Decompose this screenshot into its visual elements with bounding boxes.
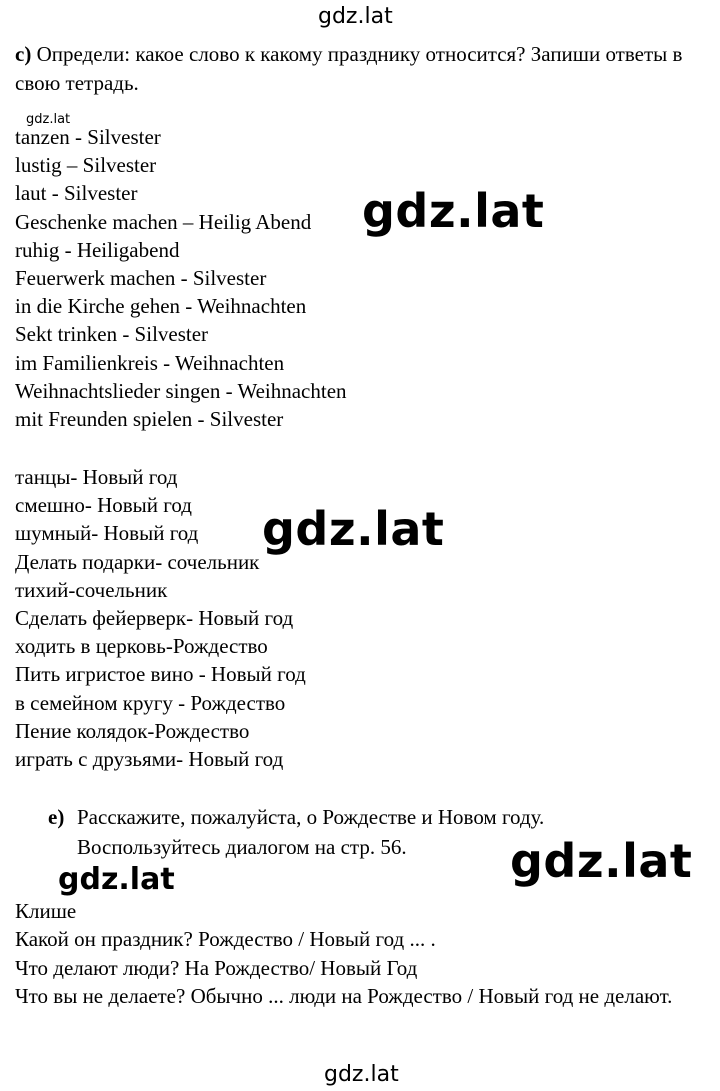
list-item: mit Freunden spielen - Silvester — [15, 406, 284, 431]
watermark-large-3: gdz.lat — [510, 834, 693, 888]
list-item: Пить игристое вино - Новый год — [15, 662, 306, 687]
task-e-line-2: Воспользуйтесь диалогом на стр. 56. — [77, 835, 407, 859]
cliche-title: Клише — [15, 899, 77, 923]
list-item: Сделать фейерверк- Новый год — [15, 605, 294, 630]
task-e-instruction — [48, 802, 544, 862]
watermark-tiny: gdz.lat — [26, 112, 71, 127]
watermark-medium: gdz.lat — [58, 862, 175, 897]
list-item: in die Kirche gehen - Weihnachten — [15, 294, 307, 319]
list-item: Пение колядок-Рождество — [15, 718, 250, 743]
cliche-line: Какой он праздник? Рождество / Новый год ... . — [15, 927, 436, 952]
list-item: тихий-сочельник — [15, 577, 168, 602]
list-item: Geschenke machen – Heilig Abend — [15, 209, 312, 234]
list-item: танцы- Новый год — [15, 465, 178, 489]
list-item: laut - Silvester — [15, 181, 138, 206]
list-item: ходить в церковь-Рождество — [15, 634, 268, 659]
task-c-letter: c) — [15, 42, 32, 66]
list-item: Weihnachtslieder singen - Weihnachten — [15, 378, 347, 403]
cliche-section — [15, 897, 715, 1010]
list-item: играть с друзьями- Новый год — [15, 746, 284, 771]
list-item: Sekt trinken - Silvester — [15, 322, 209, 347]
list-item: Делать подарки- сочельник — [15, 549, 260, 574]
russian-word-list — [15, 463, 306, 773]
watermark-bottom: gdz.lat — [324, 1062, 399, 1087]
watermark-large-1: gdz.lat — [362, 184, 545, 238]
task-c-text: Определи: какое слово к какому празднику относится? Запиши ответы в свою тетрадь. — [15, 42, 683, 95]
watermark-large-2: gdz.lat — [262, 502, 445, 556]
list-item: lustig – Silvester — [15, 153, 157, 178]
list-item: im Familienkreis - Weihnachten — [15, 350, 285, 375]
task-c-instruction — [15, 40, 710, 98]
german-word-list — [15, 123, 347, 433]
list-item: шумный- Новый год — [15, 521, 199, 546]
cliche-line: Что вы не делаете? Обычно ... люди на Рождество / Новый год не делают. — [15, 983, 673, 1008]
list-item: смешно- Новый год — [15, 493, 192, 518]
list-item: tanzen - Silvester — [15, 125, 161, 149]
list-item: в семейном кругу - Рождество — [15, 690, 286, 715]
task-e-letter: e) — [48, 805, 65, 829]
watermark-top: gdz.lat — [318, 4, 393, 29]
list-item: Feuerwerk machen - Silvester — [15, 265, 267, 290]
task-e-line-1: Расскажите, пожалуйста, о Рождестве и Новом году. — [77, 805, 545, 829]
cliche-line: Что делают люди? На Рождество/ Новый Год — [15, 955, 418, 980]
list-item: ruhig - Heiligabend — [15, 237, 180, 262]
